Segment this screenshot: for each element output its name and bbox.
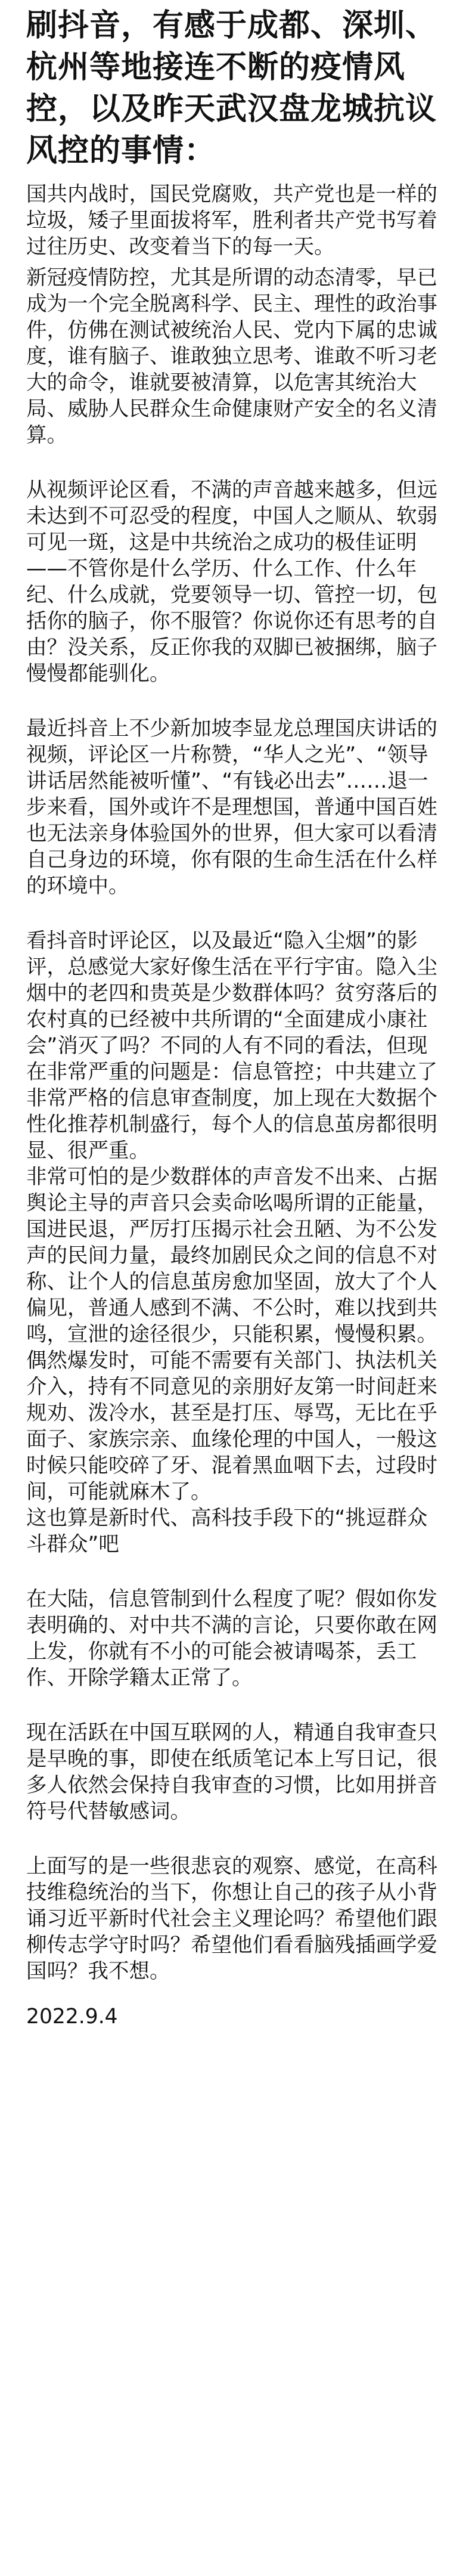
- paragraph-information-control: 在大陆，信息管制到什么程度了呢？假如你发表明确的、对中共不满的言论，只要你敢在网上发，你就有不小的可能会被请喝茶，丢工作、开除学籍太正常了。: [26, 1587, 437, 1690]
- paragraph-singapore-speech: 最近抖音上不少新加坡李显龙总理国庆讲话的视频，评论区一片称赞，“华人之光”、“领导讲话居然能被听懂”、“有钱必出去”……退一步来看，国外或许不是理想国，普通中国百姓也无法亲身体验国外的世界，但大家可以看清自己身边的环境，你有限的生命生活在什么样的环境中。: [26, 717, 437, 898]
- spacer: [26, 1558, 443, 1586]
- spacer: [26, 260, 443, 265]
- spacer: [26, 899, 443, 928]
- spacer: [26, 448, 443, 477]
- spacer: [26, 687, 443, 716]
- paragraph-minority-voices: 非常可怕的是少数群体的声音发不出来、占据舆论主导的声音只会卖命吆喝所谓的正能量，国进民退，严厉打压揭示社会丑陋、为不公发声的民间力量，最终加剧民众之间的信息不对称、让个人的信息茧房愈加坚固，放大了个人偏见，普通人感到不满、不公时，难以找到共鸣，宣泄的途径很少，只能积累，慢慢积累。偶然爆发时，可能不需要有关部门、执法机关介入，持有不同意见的亲朋好友第一时间赶来规劝、泼冷水，甚至是打压、辱骂，无比在乎面子、家族宗亲、血缘伦理的中国人，一般这时候只能咬碎了牙、混着黑血咽下去，过段时间，可能就麻木了。 这也算是新时代、高科技手段下的“挑逗群众斗群众”吧: [26, 1165, 437, 1556]
- spacer: [26, 1691, 443, 1720]
- article-title: 刷抖音，有感于成都、深圳、杭州等地接连不断的疫情风控，以及昨天武汉盘龙城抗议风控的事情：: [26, 8, 437, 169]
- paragraph-civil-war: 国共内战时，国民党腐败，共产党也是一样的垃圾，矮子里面拔将军，胜利者共产党书写着过往历史、改变着当下的每一天。: [26, 182, 437, 259]
- paragraph-comment-section: 从视频评论区看，不满的声音越来越多，但远未达到不可忍受的程度，中国人之顺从、软弱可见一斑，这是中共统治之成功的极佳证明——不管你是什么学历、什么工作、什么年纪、什么成就，党要领导一切、管控一切，包括你的脑子，你不服管？你说你还有思考的自由？没关系，反正你我的双脚已被捆绑，脑子慢慢都能驯化。: [26, 478, 437, 686]
- paragraph-self-censorship: 现在活跃在中国互联网的人，精通自我审查只是早晚的事，即使在纸质笔记本上写日记，很多人依然会保持自我审查的习惯，比如用拼音符号代替敏感词。: [26, 1721, 437, 1823]
- spacer: [26, 1825, 443, 1853]
- paragraph-conclusion: 上面写的是一些很悲哀的观察、感觉，在高科技维稳统治的当下，你想让自己的孩子从小背诵习近平新时代社会主义理论吗？希望他们跟柳传志学守时吗？希望他们看看脑残插画学爱国吗？我不想。: [26, 1854, 437, 1983]
- article-date: 2022.9.4: [26, 2005, 118, 2029]
- paragraph-covid-control: 新冠疫情防控，尤其是所谓的动态清零，早已成为一个完全脱离科学、民主、理性的政治事件，仿佛在测试被统治人民、党内下属的忠诚度，谁有脑子、谁敢独立思考、谁敢不听习老大的命令，谁就要被清算，以危害其统治大局、威胁人民群众生命健康财产安全的名义清算。: [26, 266, 437, 447]
- paragraph-information-bubble: 看抖音时评论区，以及最近“隐入尘烟”的影评，总感觉大家好像生活在平行宇宙。隐入尘烟中的老四和贵英是少数群体吗？贫穷落后的农村真的已经被中共所谓的“全面建成小康社会”消灭了吗？不同的人有不同的看法，但现在非常严重的问题是：信息管控；中共建立了非常严格的信息审查制度，加上现在大数据个性化推荐机制盛行，每个人的信息茧房都很明显、很严重。: [26, 929, 437, 1163]
